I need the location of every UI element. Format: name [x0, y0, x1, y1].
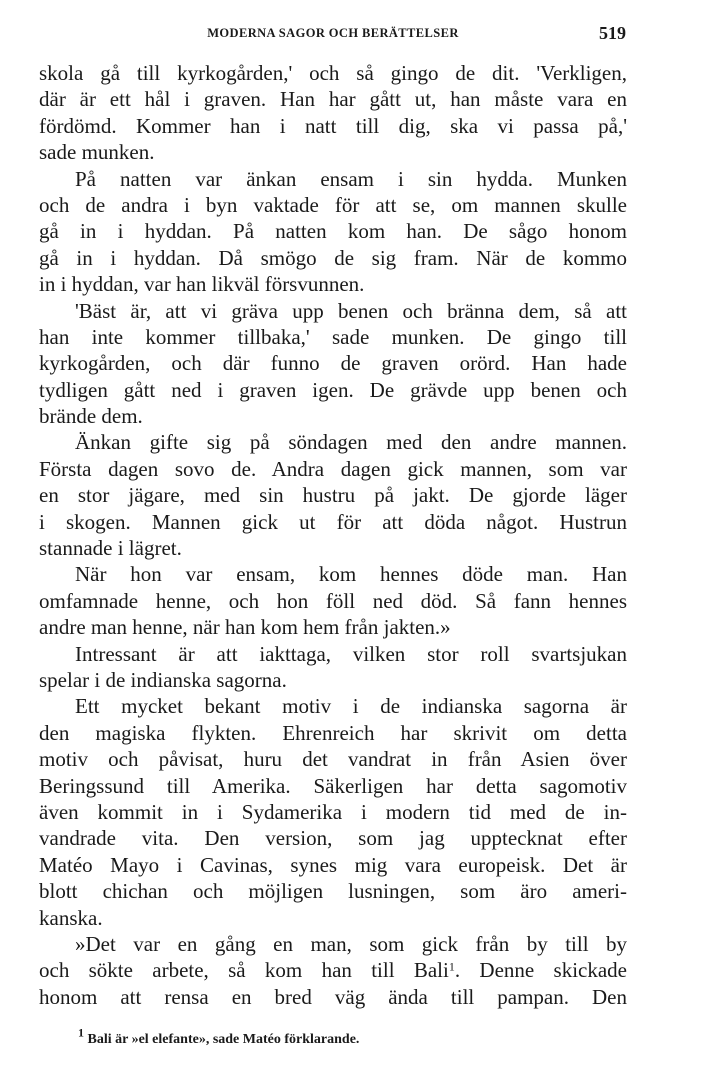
- text-line: och de andra i byn vaktade för att se, om mannen skulle: [39, 192, 627, 217]
- text-line: den magiska flykten. Ehrenreich har skrivit om detta: [39, 720, 627, 745]
- text-line: i skogen. Mannen gick ut för att döda något. Hustrun: [39, 509, 627, 534]
- text-line: På natten var änkan ensam i sin hydda. Munken: [75, 166, 627, 191]
- text-line: stannade i lägret.: [39, 536, 182, 561]
- text-line: 'Bäst är, att vi gräva upp benen och bränna dem, så att: [75, 298, 627, 323]
- text-line: gå in i hyddan. På natten kom han. De sågo honom: [39, 219, 627, 244]
- running-title: MODERNA SAGOR OCH BERÄTTELSER: [207, 26, 459, 40]
- text-line: skola gå till kyrkogården,' och så gingo de dit. 'Verkligen,: [39, 61, 627, 85]
- text-line: gå in i hyddan. Då smögo de sig fram. När de kommo: [39, 245, 627, 270]
- footnote-text: Bali är »el elefante», sade Matéo förklarande.: [87, 1032, 360, 1047]
- text-line: Ett mycket bekant motiv i de indianska sagorna är: [75, 694, 627, 719]
- text-line: en stor jägare, med sin hustru på jakt. De gjorde läger: [39, 483, 627, 508]
- text-line: Beringssund till Amerika. Säkerligen har detta sagomotiv: [39, 773, 627, 798]
- text-line: motiv och påvisat, huru det vandrat in från Asien över: [39, 747, 627, 772]
- footnote-reference[interactable]: 1: [448, 959, 455, 974]
- text-line: andre man henne, när han kom hem från jakten.»: [39, 615, 451, 640]
- body-text: [39, 60, 627, 1010]
- footnote-marker: 1: [78, 1025, 84, 1040]
- text-line: fördömd. Kommer han i natt till dig, ska vi passa på,': [39, 113, 627, 138]
- page-number: 519: [599, 23, 626, 43]
- page-header: [40, 23, 626, 52]
- text-line-part: . Denne skickade: [454, 958, 628, 983]
- text-line: omfamnade henne, och hon föll ned död. Så fann hennes: [39, 588, 627, 613]
- text-line-part: och sökte arbete, så kom han till Bali: [39, 958, 449, 983]
- text-line: honom att rensa en bred väg ända till pampan. Den: [39, 984, 627, 1009]
- text-line: in i hyddan, var han likväl försvunnen.: [39, 272, 365, 297]
- text-line: [39, 957, 627, 983]
- text-line: brände dem.: [39, 404, 143, 429]
- text-line: spelar i de indianska sagorna.: [39, 667, 287, 692]
- text-line: tydligen gått ned i graven igen. De grävde upp benen och: [39, 377, 627, 402]
- text-line: »Det var en gång en man, som gick från by till by: [75, 931, 627, 956]
- text-line: han inte kommer tillbaka,' sade munken. De gingo till: [39, 324, 627, 349]
- footnote: [78, 1025, 360, 1048]
- text-line: sade munken.: [39, 140, 155, 165]
- text-line: där är ett hål i graven. Han har gått ut, han måste vara en: [39, 87, 627, 112]
- text-line: Första dagen sovo de. Andra dagen gick mannen, som var: [39, 456, 627, 481]
- text-line: Matéo Mayo i Cavinas, synes mig vara europeisk. Det är: [39, 852, 627, 877]
- text-line: När hon var ensam, kom hennes döde man. Han: [75, 562, 627, 587]
- text-line: Intressant är att iakttaga, vilken stor roll svartsjukan: [75, 641, 627, 666]
- text-line: kanska.: [39, 905, 103, 930]
- text-line: blott chichan och möjligen lusningen, som äro ameri-: [39, 879, 627, 904]
- text-line: kyrkogården, och där funno de graven orörd. Han hade: [39, 351, 627, 376]
- text-line: vandrade vita. Den version, som jag upptecknat efter: [39, 826, 627, 851]
- text-line: även kommit in i Sydamerika i modern tid med de in-: [39, 799, 627, 824]
- text-line: Änkan gifte sig på söndagen med den andre mannen.: [75, 430, 627, 455]
